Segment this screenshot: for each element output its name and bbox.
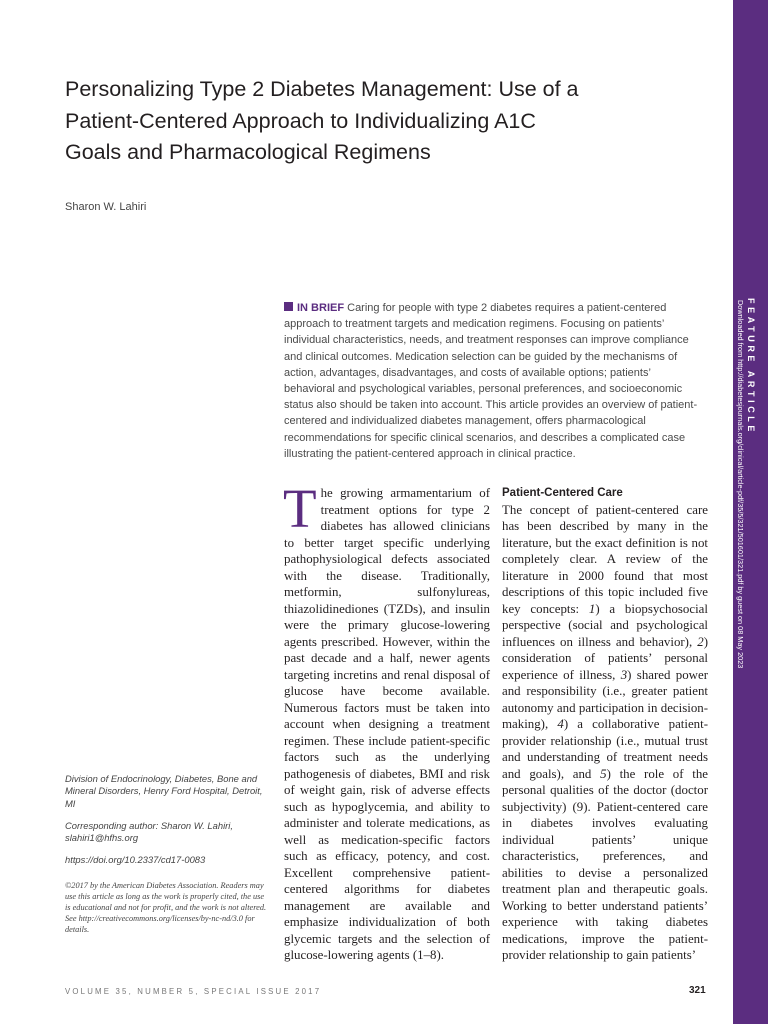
license-note: ©2017 by the American Diabetes Association. Readers may use this article as long as the work is properly cited, the use is educational and not for profit, and the work is not altered. See http://creativecommons.org/licenses/by-nc-nd/3.0 for details. (65, 881, 267, 934)
body-text-2: The concept of patient-centered care has been described by many in the literature, but the exact definition is not completely clear. A review of the literature in 2000 found that most descriptions of this topic included five key concepts: 1) a biopsychosocial perspective (social and psychological influences on illness and behavior), 2) consideration of patients’ personal experience of illness, 3) shared power and responsibility (i.e., greater patient autonomy and participation in decision-making), 4) a collaborative patient-provider relationship (i.e., mutual trust and understanding of treatment needs and goals), and 5) the role of the personal qualities of the doctor (doctor subjectivity) (9). Patient-centered care in diabetes involves evaluating individual patients’ unique characteristics, preferences, and abilities to devise a personalized treatment plan and therapeutic goals. Working to better understand patients’ experience with taking diabetes medications, improve the patient-provider relationship to gain patients’ (502, 502, 708, 962)
section-heading: Patient-Centered Care (502, 487, 623, 499)
body-column-1 (283, 478, 490, 964)
download-note: Downloaded from http://diabetesjournals.org/clinical/article-pdf/35/5/321/501601/321.pdf by guest on 08 May 2023 (736, 300, 745, 669)
in-brief-square-icon (284, 302, 293, 311)
in-brief (284, 300, 704, 462)
body-column-2 (502, 485, 708, 964)
in-brief-label: IN BRIEF (297, 302, 345, 314)
affiliation-block (65, 773, 275, 877)
doi-link[interactable]: https://doi.org/10.2337/cd17-0083 (65, 854, 206, 866)
article-title: Personalizing Type 2 Diabetes Management: Use of a Patient-Centered Approach to Individualizing A1C Goals and Pharmacological Regimens (65, 77, 579, 164)
institution: Division of Endocrinology, Diabetes, Bone and Mineral Disorders, Henry Ford Hospital, Detroit, MI (65, 773, 263, 809)
drop-cap: T (283, 478, 317, 539)
corresponding-author: Corresponding author: Sharon W. Lahiri, slahiri1@hfhs.org (65, 819, 233, 844)
author-name: Sharon W. Lahiri (65, 201, 147, 213)
page-number: 321 (689, 985, 706, 996)
footer-volume: VOLUME 35, NUMBER 5, SPECIAL ISSUE 2017 (65, 987, 322, 996)
body-text-1: he growing armamentarium of treatment options for type 2 diabetes has allowed clinicians to better target specific underlying pathophysiological defects associated with the disease. Traditionally, metformin, sulfonylureas, thiazolidinediones (TZDs), and insulin were the primary glucose-lowering agents prescribed. However, within the past decade and a half, newer agents targeting incretins and renal disposal of glucose have become available. Numerous factors must be taken into account when designing a treatment regimen. These include patient-specific factors such as the underlying pathogenesis of diabetes, BMI and risk of weight gain, risk of adverse effects such as hypoglycemia, and ability to administer and tolerate medications, as well as medication-specific factors such as efficacy, potency, and cost. Excellent comprehensive patient-centered algorithms for diabetes management are available and emphasize individualization of both glycemic targets and the selection of glucose-lowering agents (1–8). (284, 486, 490, 962)
feature-article-label: FEATURE ARTICLE (746, 298, 756, 435)
in-brief-text: Caring for people with type 2 diabetes requires a patient-centered approach to treatment targets and medication regimens. Focusing on patients’ individual characteristics, needs, and treatment responses can improve compliance and clinical outcomes. Medication selection can be guided by the mechanisms of action, advantages, disadvantages, and costs of available options; patients’ behavioral and psychological variables, personal preferences, and socioeconomic status also should be taken into account. This article provides an overview of patient-centered and individualized diabetes management, offers pharmacological recommendations for specific clinical scenarios, and describes a complicated case illustrating the patient-centered approach in clinical practice. (284, 302, 698, 460)
